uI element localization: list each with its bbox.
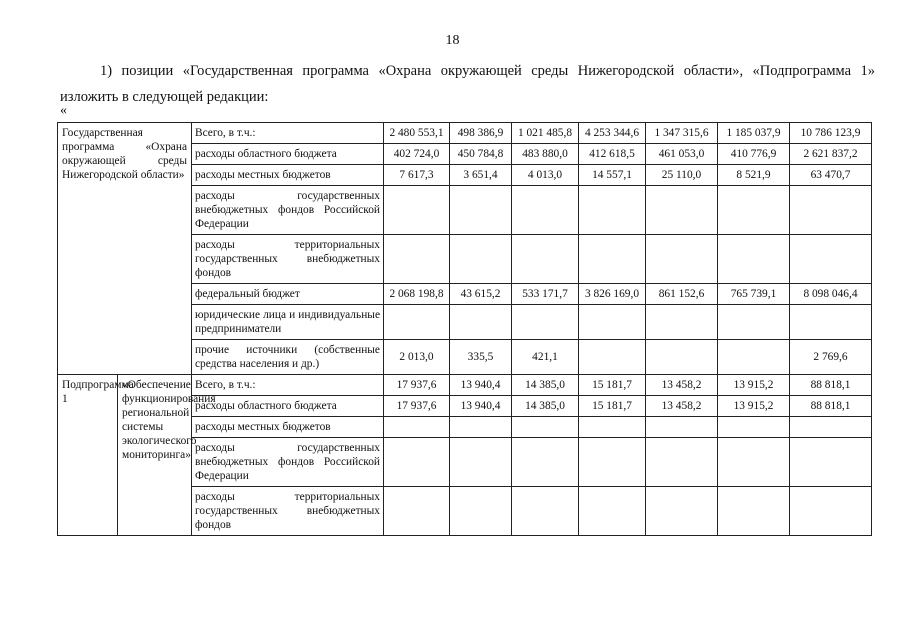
- value-cell: 4 013,0: [512, 165, 579, 186]
- row-label: расходы государственных внебюджетных фондов Российской Федерации: [192, 438, 384, 487]
- value-cell: 498 386,9: [450, 123, 512, 144]
- value-cell: 461 053,0: [646, 144, 718, 165]
- value-cell: 421,1: [512, 340, 579, 375]
- value-cell: 13 458,2: [646, 375, 718, 396]
- value-cell: 8 521,9: [718, 165, 790, 186]
- value-cell: [790, 305, 872, 340]
- value-cell: 63 470,7: [790, 165, 872, 186]
- row-label: расходы областного бюджета: [192, 144, 384, 165]
- value-cell: [718, 417, 790, 438]
- value-cell: [646, 305, 718, 340]
- value-cell: 13 940,4: [450, 396, 512, 417]
- value-cell: [718, 487, 790, 536]
- opening-quote: «: [60, 103, 67, 118]
- value-cell: [512, 186, 579, 235]
- value-cell: 1 185 037,9: [718, 123, 790, 144]
- value-cell: [790, 235, 872, 284]
- value-cell: [450, 438, 512, 487]
- table-row: [58, 123, 872, 144]
- value-cell: [512, 235, 579, 284]
- value-cell: [718, 438, 790, 487]
- value-cell: 4 253 344,6: [579, 123, 646, 144]
- value-cell: 43 615,2: [450, 284, 512, 305]
- value-cell: [384, 186, 450, 235]
- value-cell: 14 385,0: [512, 396, 579, 417]
- value-cell: [579, 417, 646, 438]
- value-cell: 25 110,0: [646, 165, 718, 186]
- value-cell: 483 880,0: [512, 144, 579, 165]
- value-cell: 13 915,2: [718, 375, 790, 396]
- value-cell: [384, 438, 450, 487]
- value-cell: 3 826 169,0: [579, 284, 646, 305]
- value-cell: [512, 305, 579, 340]
- value-cell: 2 068 198,8: [384, 284, 450, 305]
- value-cell: [384, 305, 450, 340]
- value-cell: [790, 487, 872, 536]
- value-cell: 88 818,1: [790, 375, 872, 396]
- row-label: федеральный бюджет: [192, 284, 384, 305]
- value-cell: [384, 487, 450, 536]
- value-cell: [579, 340, 646, 375]
- value-cell: 88 818,1: [790, 396, 872, 417]
- value-cell: [646, 438, 718, 487]
- value-cell: 15 181,7: [579, 375, 646, 396]
- value-cell: 14 557,1: [579, 165, 646, 186]
- row-label: Всего, в т.ч.:: [192, 375, 384, 396]
- value-cell: [450, 487, 512, 536]
- row-label: прочие источники (собственные средства населения и др.): [192, 340, 384, 375]
- value-cell: [512, 487, 579, 536]
- value-cell: [579, 438, 646, 487]
- value-cell: 10 786 123,9: [790, 123, 872, 144]
- value-cell: [579, 186, 646, 235]
- value-cell: 765 739,1: [718, 284, 790, 305]
- value-cell: 402 724,0: [384, 144, 450, 165]
- value-cell: [512, 417, 579, 438]
- value-cell: 1 021 485,8: [512, 123, 579, 144]
- value-cell: 15 181,7: [579, 396, 646, 417]
- value-cell: [790, 417, 872, 438]
- row-label: расходы местных бюджетов: [192, 165, 384, 186]
- value-cell: 13 940,4: [450, 375, 512, 396]
- value-cell: 450 784,8: [450, 144, 512, 165]
- table-row: [58, 375, 872, 396]
- intro-paragraph: 1) позиции «Государственная программа «Охрана окружающей среды Нижегородской области», «Подпрограмма 1» изложить в следующей редакции:: [60, 63, 875, 105]
- page-number: 18: [445, 33, 460, 48]
- value-cell: 1 347 315,6: [646, 123, 718, 144]
- value-cell: [579, 487, 646, 536]
- value-cell: 2 480 553,1: [384, 123, 450, 144]
- value-cell: 2 769,6: [790, 340, 872, 375]
- value-cell: [790, 186, 872, 235]
- value-cell: [450, 417, 512, 438]
- value-cell: 17 937,6: [384, 375, 450, 396]
- row-label: расходы местных бюджетов: [192, 417, 384, 438]
- value-cell: 3 651,4: [450, 165, 512, 186]
- value-cell: 2 621 837,2: [790, 144, 872, 165]
- program-name-cell: Государственная программа «Охрана окружающей среды Нижегородской области»: [58, 123, 192, 375]
- value-cell: [646, 487, 718, 536]
- value-cell: 14 385,0: [512, 375, 579, 396]
- row-label: юридические лица и индивидуальные предприниматели: [192, 305, 384, 340]
- row-label: расходы территориальных государственных внебюджетных фондов: [192, 487, 384, 536]
- subprogram-title-cell: «Обеспечение функционирования региональной системы экологического мониторинга»: [118, 375, 192, 536]
- funding-table: [57, 122, 872, 536]
- value-cell: 533 171,7: [512, 284, 579, 305]
- value-cell: [646, 417, 718, 438]
- value-cell: 335,5: [450, 340, 512, 375]
- value-cell: 861 152,6: [646, 284, 718, 305]
- value-cell: [646, 235, 718, 284]
- value-cell: 17 937,6: [384, 396, 450, 417]
- value-cell: [718, 235, 790, 284]
- row-label: расходы государственных внебюджетных фондов Российской Федерации: [192, 186, 384, 235]
- row-label: расходы территориальных государственных внебюджетных фондов: [192, 235, 384, 284]
- value-cell: [718, 305, 790, 340]
- value-cell: [384, 417, 450, 438]
- value-cell: 412 618,5: [579, 144, 646, 165]
- value-cell: 7 617,3: [384, 165, 450, 186]
- value-cell: [450, 235, 512, 284]
- value-cell: [450, 186, 512, 235]
- value-cell: [512, 438, 579, 487]
- value-cell: [718, 186, 790, 235]
- row-label: расходы областного бюджета: [192, 396, 384, 417]
- value-cell: 410 776,9: [718, 144, 790, 165]
- value-cell: [384, 235, 450, 284]
- value-cell: [579, 305, 646, 340]
- value-cell: [646, 186, 718, 235]
- value-cell: [790, 438, 872, 487]
- value-cell: 13 915,2: [718, 396, 790, 417]
- value-cell: 2 013,0: [384, 340, 450, 375]
- value-cell: 13 458,2: [646, 396, 718, 417]
- value-cell: 8 098 046,4: [790, 284, 872, 305]
- value-cell: [646, 340, 718, 375]
- row-label: Всего, в т.ч.:: [192, 123, 384, 144]
- value-cell: [450, 305, 512, 340]
- subprogram-name-cell: Подпрограмма 1: [58, 375, 118, 536]
- value-cell: [579, 235, 646, 284]
- value-cell: [718, 340, 790, 375]
